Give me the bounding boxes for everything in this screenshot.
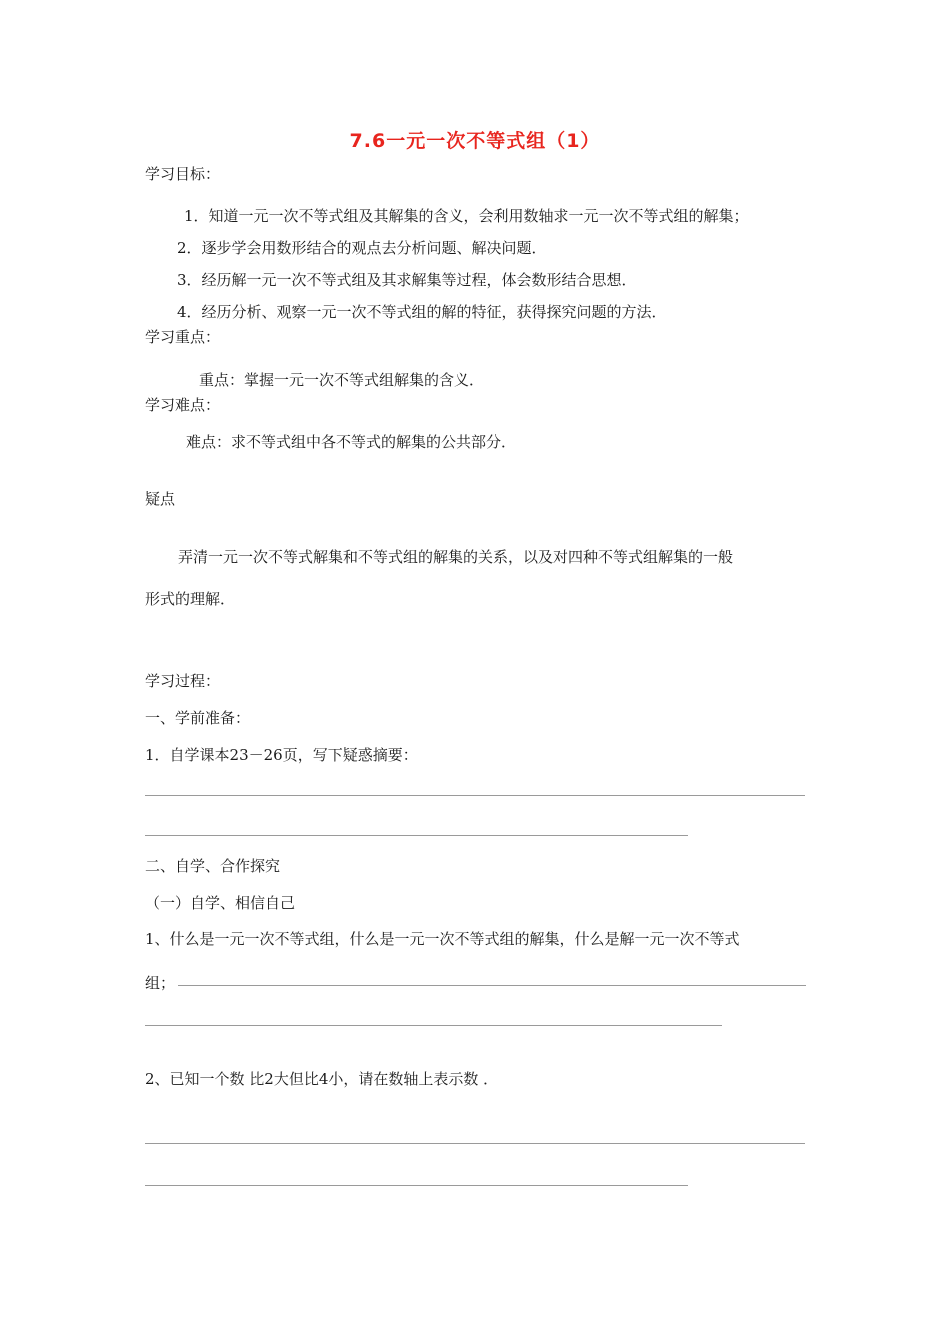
section-1-heading: 一、学前准备： — [145, 709, 251, 727]
answer-line[interactable] — [145, 835, 688, 836]
item-1-text: 1．自学课本23－26页，写下疑惑摘要： — [145, 746, 418, 764]
answer-line[interactable] — [145, 1025, 722, 1026]
objective-item-3: 3．经历解一元一次不等式组及其求解集等过程，体会数形结合思想． — [177, 271, 637, 289]
answer-line[interactable] — [145, 795, 805, 796]
objective-item-4: 4．经历分析、观察一元一次不等式组的解的特征，获得探究问题的方法． — [177, 303, 667, 321]
difficulties-text: 难点：求不等式组中各不等式的解集的公共部分． — [186, 433, 517, 451]
section-2-heading: 二、自学、合作探究 — [145, 857, 281, 875]
doubts-heading: 疑点 — [145, 490, 176, 508]
objectives-heading: 学习目标： — [145, 165, 221, 183]
answer-line[interactable] — [145, 1185, 688, 1186]
key-points-text: 重点：掌握一元一次不等式组解集的含义． — [199, 371, 485, 389]
question-2-text: 2、已知一个数 比2大但比4小，请在数轴上表示数 ． — [145, 1070, 499, 1088]
objective-item-1: 1．知道一元一次不等式组及其解集的含义，会利用数轴求一元一次不等式组的解集； — [184, 207, 749, 225]
objective-item-2: 2．逐步学会用数形结合的观点去分析问题、解决问题． — [177, 239, 547, 257]
question-1-line2: 组； — [145, 974, 176, 992]
answer-line[interactable] — [145, 1143, 805, 1144]
difficulties-heading: 学习难点： — [145, 396, 221, 414]
doubts-text-line2: 形式的理解． — [145, 590, 236, 608]
doubts-text-line1: 弄清一元一次不等式解集和不等式组的解集的关系，以及对四种不等式组解集的一般 — [178, 548, 734, 566]
process-heading: 学习过程： — [145, 672, 221, 690]
answer-line[interactable] — [178, 985, 806, 986]
subsection-1-heading: （一）自学、相信自己 — [145, 894, 296, 912]
document-title: 7.6一元一次不等式组（1） — [349, 130, 601, 152]
question-1-line1: 1、什么是一元一次不等式组，什么是一元一次不等式组的解集，什么是解一元一次不等式 — [145, 930, 740, 948]
key-points-heading: 学习重点： — [145, 328, 221, 346]
